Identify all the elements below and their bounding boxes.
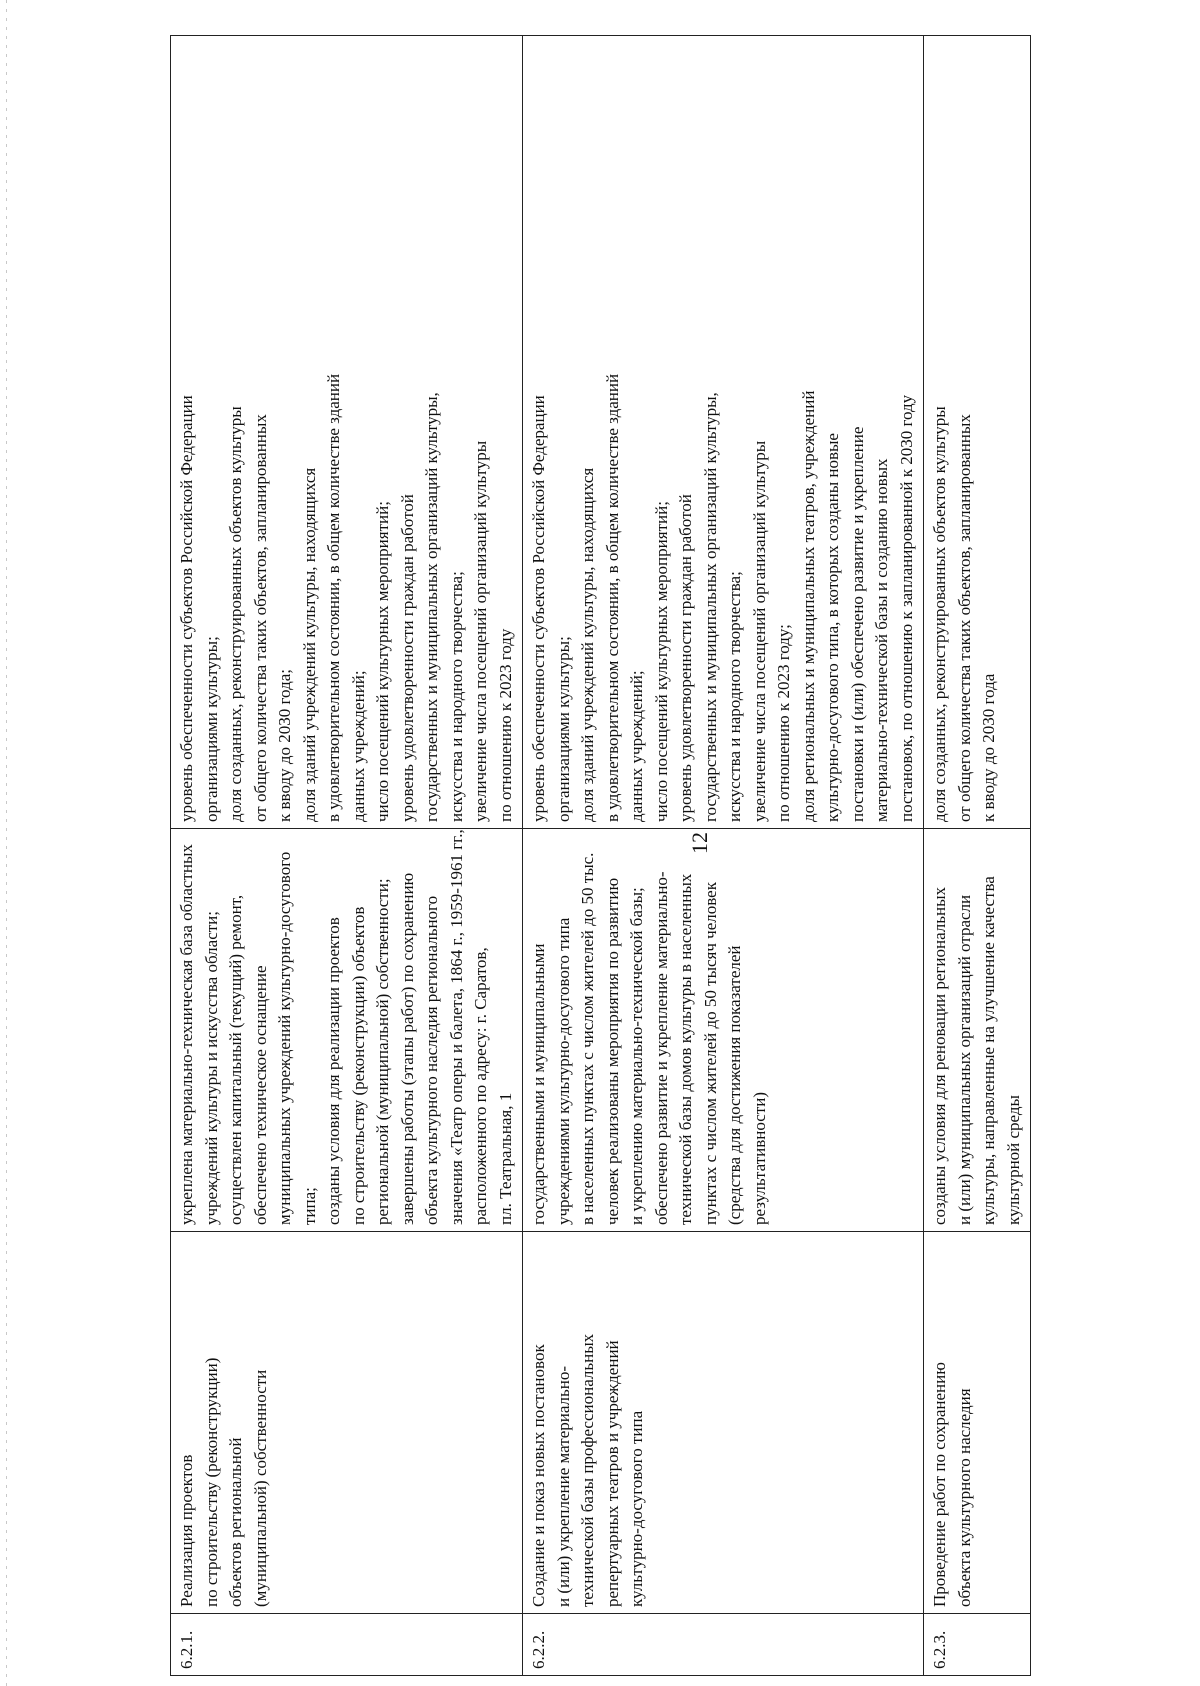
measure-indicators [924,36,1031,829]
cell-line: доля созданных, реконструированных объектов культуры [930,406,949,822]
cell-line: завершены работы (этапы работ) по сохранению [397,872,417,1225]
measure-name [171,1232,523,1614]
cell-line: (муниципальной) собственности [250,1369,270,1607]
cell-line: доля созданных, реконструированных объектов культуры [226,406,245,822]
cell-line: созданы условия для реновации региональных [930,886,949,1225]
cell-line: и (или) муниципальных организаций отрасли [954,894,974,1225]
cell-line: культурной среды [1003,1095,1023,1225]
cell-line: по строительству (реконструкции) [201,1357,221,1607]
cell-line: данных учреждений; [627,670,646,822]
cell-line: в населенных пунктах с числом жителей до 50 тыс. [578,852,597,1225]
cell-line: объекта культурного наследия регионального [422,895,441,1225]
scan-edge-artifact [6,0,7,1686]
cell-line: по отношению к 2023 году; [774,624,793,822]
cell-line: доля региональных и муниципальных театров, учреждений [798,390,818,822]
cell-line: увеличение числа посещений организаций культуры [749,440,769,822]
cell-line: по строительству (реконструкции) объектов [348,906,368,1225]
measures-table [170,35,1031,1676]
cell-line: доля зданий учреждений культуры, находящихся [299,467,319,822]
row-number: 6.2.2. [523,1614,924,1676]
measure-name [924,1232,1031,1614]
measure-result [523,829,924,1232]
cell-line: искусства и народного творчества; [446,571,466,822]
measure-result [171,829,523,1232]
cell-line: обеспечено развитие и укрепление материально- [651,871,671,1225]
cell-line: государственных и муниципальных организаций культуры, [700,392,720,822]
cell-line: культурно-досугового типа, в которых созданы новые [823,433,842,822]
cell-line: к вводу до 2030 года; [275,669,294,822]
cell-line: искусства и народного творчества; [725,571,744,822]
cell-line: расположенного по адресу: г. Саратов, [471,947,490,1225]
cell-line: Создание и показ новых постановок [529,1344,548,1607]
cell-line: типа; [299,1187,319,1225]
row-number: 6.2.1. [171,1614,523,1676]
cell-line: от общего количества таких объектов, запланированных [954,414,974,822]
cell-line: технической базы профессиональных [578,1333,597,1607]
cell-line: (средства для достижения показателей [725,945,744,1225]
cell-line: по отношению к 2023 году [495,628,515,822]
cell-line: культуры, направленные на улучшение качества [979,876,998,1225]
cell-line: обеспечено техническое оснащение [250,965,270,1225]
cell-line: пл. Театральная, 1 [495,1092,515,1225]
cell-line: к вводу до 2030 года [979,673,998,822]
cell-line: доля зданий учреждений культуры, находящихся [578,467,597,822]
table-row [171,36,523,1676]
cell-line: данных учреждений; [348,670,368,822]
cell-line: Проведение работ по сохранению [930,1362,949,1607]
cell-line: Реализация проектов [177,1454,196,1607]
cell-line: постановки и (или) обеспечено развитие и укрепление [847,426,867,822]
cell-line: и укреплению материально-технической базы; [627,887,646,1225]
cell-line: постановок, по отношению к запланированной к 2030 году [896,394,916,822]
cell-line: уровень обеспеченности субъектов Российской Федерации [177,395,196,822]
cell-line: государственными и муниципальными [529,943,548,1225]
page-number: 12 [687,832,712,854]
cell-line: уровень удовлетворенности граждан работой [397,494,417,822]
cell-line: учреждений культуры и искусства области; [201,911,221,1225]
cell-line: значения «Театр оперы и балета, 1864 г., 1959-1961 гг., [446,829,466,1225]
cell-line: технической базы домов культуры в населенных [676,873,695,1225]
cell-line: организациями культуры; [553,636,573,822]
cell-line: уровень обеспеченности субъектов Российской Федерации [529,395,548,822]
cell-line: и (или) укрепление материально- [553,1365,573,1607]
cell-line: региональной (муниципальной) собственности; [373,878,392,1225]
cell-line: культурно-досугового типа [627,1410,646,1607]
cell-line: осуществлен капитальный (текущий) ремонт, [226,894,245,1225]
table-row [523,36,924,1676]
cell-line: материально-технической базы и созданию новых [872,458,891,822]
cell-line: от общего количества таких объектов, запланированных [250,414,270,822]
cell-line: государственных и муниципальных организаций культуры, [422,392,441,822]
table-row [924,36,1031,1676]
cell-line: репертуарных театров и учреждений [602,1340,622,1607]
cell-line: в удовлетворительном состоянии, в общем количестве зданий [602,373,622,822]
cell-line: в удовлетворительном состоянии, в общем количестве зданий [324,373,343,822]
cell-line: число посещений культурных мероприятий; [651,501,671,822]
row-number: 6.2.3. [924,1614,1031,1676]
cell-line: объекта культурного наследия [954,1388,974,1607]
cell-line: человек реализованы мероприятия по развитию [602,877,622,1225]
cell-line: результативности) [749,1091,769,1225]
measure-indicators [171,36,523,829]
cell-line: муниципальных учреждений культурно-досугового [275,851,294,1225]
rotated-table-sheet [170,36,1023,1676]
cell-line: уровень удовлетворенности граждан работой [676,494,695,822]
cell-line: увеличение числа посещений организаций культуры [471,440,490,822]
measure-result [924,829,1031,1232]
cell-line: укреплена материально-техническая база областных [177,844,196,1225]
cell-line: объектов региональной [226,1437,245,1607]
measure-indicators [523,36,924,829]
cell-line: организациями культуры; [201,636,221,822]
cell-line: пунктах с числом жителей до 50 тысяч человек [700,882,720,1225]
cell-line: учреждениями культурно-досугового типа [553,917,573,1225]
measure-name [523,1232,924,1614]
cell-line: число посещений культурных мероприятий; [373,501,392,822]
cell-line: созданы условия для реализации проектов [324,917,343,1225]
